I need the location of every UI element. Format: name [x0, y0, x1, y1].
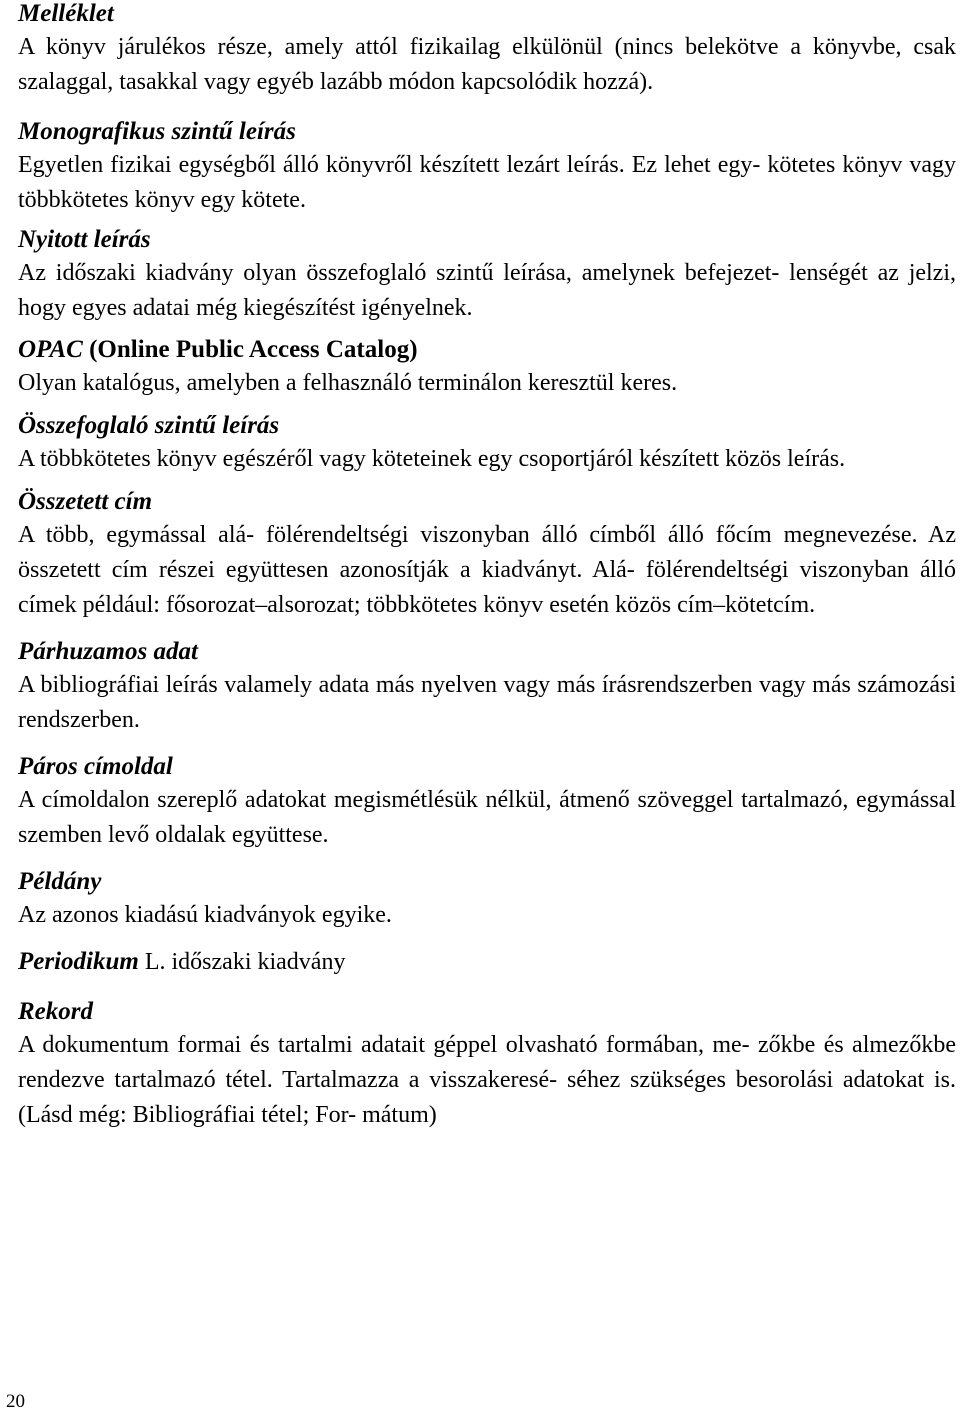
term-crossref: L. időszaki kiadvány [138, 949, 346, 975]
term-heading-main: Periodikum [18, 948, 139, 975]
term-definition: A többkötetes könyv egészéről vagy köteteinek egy csoportjáról készített közös leírás. [18, 446, 846, 472]
term-definition: A több, egymással alá- fölérendeltségi viszonyban álló címből álló főcím megnevezése. Az összetett cím részei együttesen azonosítják a kiadványt. Alá- fölérendeltségi viszonyban álló címek például: fősorozat–alsorozat; többkötetes könyv esetén közös cím–kötetcím. [18, 522, 956, 618]
term-definition: A bibliográfiai leírás valamely adata más nyelven vagy más írásrendszerben vagy más számozási rendszerben. [18, 672, 956, 733]
term-heading: Rekord [18, 998, 93, 1025]
entry-rekord [18, 995, 956, 1133]
term-heading: Példány [18, 868, 102, 895]
term-heading-suffix: (Online Public Access Catalog) [82, 336, 418, 363]
term-heading [18, 945, 956, 979]
entry-opac [18, 333, 956, 401]
term-heading: Melléklet [18, 0, 114, 27]
entry-paros-cimoldal [18, 750, 956, 853]
entry-osszefoglalo [18, 409, 956, 477]
term-definition: Egyetlen fizikai egységből álló könyvről készített lezárt leírás. Ez lehet egy- kötetes könyv vagy többkötetes könyv egy kötete. [18, 152, 956, 213]
term-definition: Az azonos kiadású kiadványok egyike. [18, 902, 392, 928]
glossary-page [18, 0, 956, 1133]
term-heading [18, 333, 956, 366]
entry-peldany [18, 865, 956, 933]
term-definition: A címoldalon szereplő adatokat megismétlésük nélkül, átmenő szöveggel tartalmazó, egymással szemben levő oldalak együttese. [18, 787, 956, 848]
term-definition: A dokumentum formai és tartalmi adatait géppel olvasható formában, me- zőkbe és almezőkbe rendezve tartalmazó tétel. Tartalmazza a visszakeresé- séhez szükséges besorolási adatokat is. (Lásd még: Bibliográfiai tétel; For- mátum) [18, 1032, 956, 1128]
term-definition: Az időszaki kiadvány olyan összefoglaló szintű leírása, amelynek befejezet- lenségét az jelzi, hogy egyes adatai még kiegészítést igényelnek. [18, 260, 956, 321]
term-definition: Olyan katalógus, amelyben a felhasználó terminálon keresztül keres. [18, 370, 678, 396]
page-number: 20 [6, 1391, 25, 1412]
term-heading: Összefoglaló szintű leírás [18, 412, 280, 439]
term-heading: Páros címoldal [18, 753, 173, 780]
entry-parhuzamos-adat [18, 635, 956, 738]
entry-nyitott [18, 223, 956, 326]
term-heading: Monografikus szintű leírás [18, 118, 296, 145]
term-heading: Párhuzamos adat [18, 638, 198, 665]
entry-osszetett-cim [18, 485, 956, 623]
entry-periodikum [18, 945, 956, 979]
term-heading-main: OPAC [18, 336, 83, 363]
entry-melleklet [18, 0, 956, 100]
term-heading: Nyitott leírás [18, 226, 151, 253]
term-heading: Összetett cím [18, 488, 153, 515]
term-definition: A könyv járulékos része, amely attól fizikailag elkülönül (nincs belekötve a könyvbe, csak szalaggal, tasakkal vagy egyéb lazább módon kapcsolódik hozzá). [18, 34, 956, 95]
entry-monografikus [18, 115, 956, 218]
